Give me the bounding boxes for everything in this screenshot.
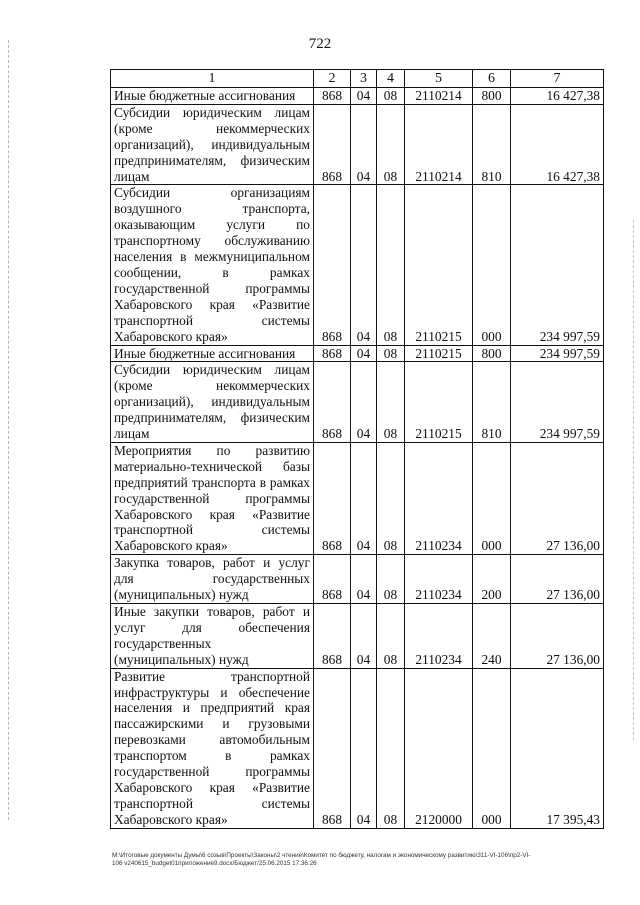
row-code-2: 868: [314, 604, 351, 669]
row-name: Иные бюджетные ассигнования: [111, 345, 314, 362]
row-code-5: 2110234: [405, 442, 473, 554]
row-amount: 234 997,59: [511, 185, 604, 345]
row-amount: 234 997,59: [511, 345, 604, 362]
row-code-4: 08: [377, 555, 405, 604]
row-code-5: 2110214: [405, 104, 473, 185]
footer-line-1: M:\Итоговые документы Думы\6 созыв\Проекты\Законы\2 чтение\Комитет по бюджету, налогам и экономическому развитию\311-VI-106\пр2-VI-: [112, 852, 531, 859]
row-name: Субсидии юридическим лицам (кроме некоммерческих организаций), индивидуальным предпринимателям, физическим лицам: [111, 362, 314, 443]
header-col-5: 5: [405, 70, 473, 88]
table-row: [111, 604, 604, 669]
row-code-3: 04: [351, 604, 377, 669]
table-row: [111, 668, 604, 828]
row-code-4: 08: [377, 362, 405, 443]
row-code-3: 04: [351, 555, 377, 604]
row-name: Развитие транспортной инфраструктуры и обеспечение населения и предприятий края пассажирскими и грузовыми перевозками автомобильным транспортом в рамках государственной программы Хабаровского края «Развитие транспортной системы Хабаровского края»: [111, 668, 314, 828]
footer-line-2: 106 v240615_budget01приложение9.docx/Бюджет/25.06.2015 17:36:26: [112, 860, 317, 867]
row-code-3: 04: [351, 442, 377, 554]
row-code-5: 2110215: [405, 345, 473, 362]
header-col-2: 2: [314, 70, 351, 88]
row-amount: 27 136,00: [511, 604, 604, 669]
row-name: Мероприятия по развитию материально-технической базы предприятий транспорта в рамках государственной программы Хабаровского края «Развитие транспортной системы Хабаровского края»: [111, 442, 314, 554]
table-header-row: [111, 70, 604, 88]
table-row: [111, 555, 604, 604]
row-amount: 17 395,43: [511, 668, 604, 828]
budget-table: [110, 69, 604, 829]
row-name: Закупка товаров, работ и услуг для государственных (муниципальных) нужд: [111, 555, 314, 604]
row-code-2: 868: [314, 185, 351, 345]
row-amount: 16 427,38: [511, 88, 604, 105]
row-code-6: 200: [473, 555, 511, 604]
row-amount: 27 136,00: [511, 555, 604, 604]
row-code-5: 2110214: [405, 88, 473, 105]
row-code-5: 2110234: [405, 555, 473, 604]
row-code-6: 240: [473, 604, 511, 669]
header-col-6: 6: [473, 70, 511, 88]
header-col-4: 4: [377, 70, 405, 88]
table-row: [111, 442, 604, 554]
table-row: [111, 362, 604, 443]
row-code-6: 000: [473, 185, 511, 345]
row-code-4: 08: [377, 88, 405, 105]
row-code-2: 868: [314, 668, 351, 828]
page-number: 722: [308, 36, 332, 52]
row-name: Иные бюджетные ассигнования: [111, 88, 314, 105]
row-code-3: 04: [351, 668, 377, 828]
table-row: [111, 88, 604, 105]
header-col-7: 7: [511, 70, 604, 88]
scan-margin-line-left: [8, 40, 9, 820]
row-code-2: 868: [314, 88, 351, 105]
row-code-4: 08: [377, 442, 405, 554]
header-col-1: 1: [111, 70, 314, 88]
row-code-4: 08: [377, 104, 405, 185]
row-code-4: 08: [377, 345, 405, 362]
row-code-2: 868: [314, 362, 351, 443]
row-code-5: 2120000: [405, 668, 473, 828]
row-code-4: 08: [377, 668, 405, 828]
table-row: [111, 185, 604, 345]
table-row: [111, 104, 604, 185]
row-code-6: 810: [473, 362, 511, 443]
row-code-2: 868: [314, 345, 351, 362]
row-code-6: 000: [473, 668, 511, 828]
row-name: Субсидии юридическим лицам (кроме некоммерческих организаций), индивидуальным предпринимателям, физическим лицам: [111, 104, 314, 185]
row-name: Иные закупки товаров, работ и услуг для обеспечения государственных (муниципальных) нужд: [111, 604, 314, 669]
row-code-6: 000: [473, 442, 511, 554]
row-code-6: 800: [473, 345, 511, 362]
row-code-2: 868: [314, 104, 351, 185]
row-code-3: 04: [351, 362, 377, 443]
row-code-4: 08: [377, 604, 405, 669]
row-code-2: 868: [314, 555, 351, 604]
row-code-5: 2110215: [405, 362, 473, 443]
row-code-3: 04: [351, 345, 377, 362]
row-code-6: 810: [473, 104, 511, 185]
row-amount: 27 136,00: [511, 442, 604, 554]
row-code-5: 2110234: [405, 604, 473, 669]
scan-margin-line-right: [633, 220, 634, 740]
row-code-2: 868: [314, 442, 351, 554]
row-name: Субсидии организациям воздушного транспорта, оказывающим услуги по транспортному обслуживанию населения в межмуниципальном сообщении, в рамках государственной программы Хабаровского края «Развитие транспортной системы Хабаровского края»: [111, 185, 314, 345]
header-col-3: 3: [351, 70, 377, 88]
row-code-3: 04: [351, 104, 377, 185]
table-row: [111, 345, 604, 362]
row-code-5: 2110215: [405, 185, 473, 345]
file-path-footer: [112, 852, 612, 868]
row-code-6: 800: [473, 88, 511, 105]
row-amount: 234 997,59: [511, 362, 604, 443]
row-code-3: 04: [351, 88, 377, 105]
row-code-3: 04: [351, 185, 377, 345]
row-code-4: 08: [377, 185, 405, 345]
row-amount: 16 427,38: [511, 104, 604, 185]
